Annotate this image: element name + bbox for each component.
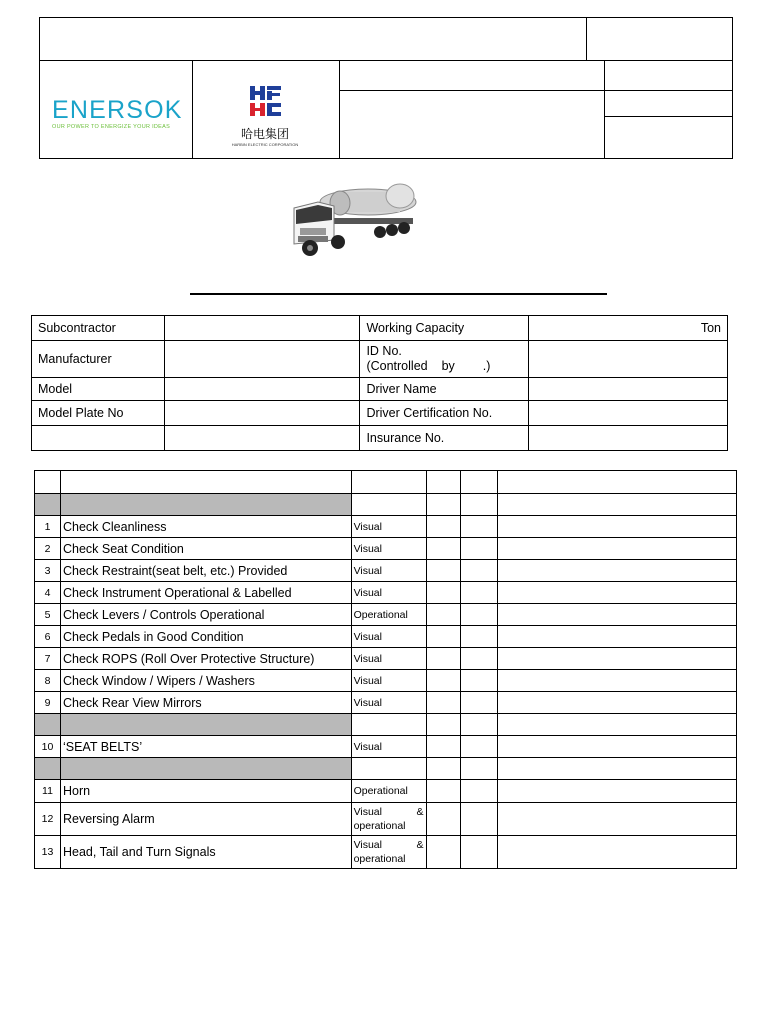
ok-cell[interactable] — [426, 780, 461, 803]
remarks-cell[interactable] — [498, 626, 737, 648]
item-number: 8 — [35, 670, 61, 692]
ok-cell[interactable] — [426, 692, 461, 714]
table-row — [35, 736, 737, 758]
method: Operational — [351, 780, 426, 803]
working-capacity-field[interactable] — [529, 316, 728, 341]
manufacturer-field[interactable] — [164, 341, 360, 378]
driver-name-field[interactable] — [529, 378, 728, 401]
item-number: 11 — [35, 780, 61, 803]
section-header-row — [35, 714, 737, 736]
working-capacity-label: Working Capacity — [360, 316, 529, 341]
item-number: 3 — [35, 560, 61, 582]
info-row — [32, 316, 728, 341]
model-field[interactable] — [164, 378, 360, 401]
ok-cell[interactable] — [426, 516, 461, 538]
harbin-logo-chinese: 哈电集团 — [240, 127, 289, 141]
checklist-header-row — [35, 471, 737, 494]
remarks-cell[interactable] — [498, 780, 737, 803]
ok-cell[interactable] — [426, 560, 461, 582]
info-row — [32, 426, 728, 451]
ok-cell[interactable] — [426, 538, 461, 560]
item-text: ‘SEAT BELTS’ — [60, 736, 351, 758]
table-row — [35, 516, 737, 538]
info-row — [32, 401, 728, 426]
item-text: Check Cleanliness — [60, 516, 351, 538]
nok-cell[interactable] — [461, 538, 498, 560]
capacity-unit: Ton — [700, 320, 721, 335]
item-number: 10 — [35, 736, 61, 758]
remarks-cell[interactable] — [498, 604, 737, 626]
info-row — [32, 341, 728, 378]
method: Visual — [351, 516, 426, 538]
remarks-cell[interactable] — [498, 582, 737, 604]
item-text: Check Restraint(seat belt, etc.) Provided — [60, 560, 351, 582]
item-text: Check Pedals in Good Condition — [60, 626, 351, 648]
enersok-logo — [52, 97, 182, 137]
id-no-label: ID No. — [366, 344, 402, 358]
model-plate-field[interactable] — [164, 401, 360, 426]
ok-cell[interactable] — [426, 736, 461, 758]
he-monogram-icon — [247, 84, 283, 118]
nok-cell[interactable] — [461, 626, 498, 648]
method: Visual — [351, 538, 426, 560]
method: Visual — [351, 626, 426, 648]
blank-label — [32, 426, 165, 451]
harbin-logo-english: HARBIN ELECTRIC CORPORATION — [231, 142, 299, 147]
item-text: Horn — [60, 780, 351, 803]
manufacturer-label: Manufacturer — [32, 341, 165, 378]
method: Visual — [351, 692, 426, 714]
table-row — [35, 626, 737, 648]
insurance-label: Insurance No. — [360, 426, 529, 451]
remarks-cell[interactable] — [498, 736, 737, 758]
id-no-label-cell — [360, 341, 529, 378]
method: Operational — [351, 604, 426, 626]
remarks-cell[interactable] — [498, 670, 737, 692]
ok-cell[interactable] — [426, 604, 461, 626]
insurance-field[interactable] — [529, 426, 728, 451]
section-header-row — [35, 494, 737, 516]
tanker-truck-icon — [288, 172, 423, 262]
ok-cell[interactable] — [426, 670, 461, 692]
nok-cell[interactable] — [461, 692, 498, 714]
table-row — [35, 780, 737, 803]
item-text: Check Instrument Operational & Labelled — [60, 582, 351, 604]
driver-cert-field[interactable] — [529, 401, 728, 426]
method: Visual — [351, 648, 426, 670]
item-text: Reversing Alarm — [60, 803, 351, 836]
driver-cert-label: Driver Certification No. — [360, 401, 529, 426]
remarks-cell[interactable] — [498, 538, 737, 560]
remarks-cell[interactable] — [498, 803, 737, 836]
nok-cell[interactable] — [461, 670, 498, 692]
blank-field[interactable] — [164, 426, 360, 451]
table-row — [35, 648, 737, 670]
method: Visual — [351, 736, 426, 758]
remarks-cell[interactable] — [498, 560, 737, 582]
item-text: Head, Tail and Turn Signals — [60, 836, 351, 869]
table-row — [35, 670, 737, 692]
item-number: 7 — [35, 648, 61, 670]
nok-cell[interactable] — [461, 648, 498, 670]
item-text: Check Rear View Mirrors — [60, 692, 351, 714]
item-number: 1 — [35, 516, 61, 538]
remarks-cell[interactable] — [498, 516, 737, 538]
item-number: 13 — [35, 836, 61, 869]
table-row — [35, 604, 737, 626]
nok-cell[interactable] — [461, 582, 498, 604]
nok-cell[interactable] — [461, 516, 498, 538]
section-header-row — [35, 758, 737, 780]
remarks-cell[interactable] — [498, 836, 737, 869]
nok-cell[interactable] — [461, 780, 498, 803]
table-row — [35, 560, 737, 582]
remarks-cell[interactable] — [498, 692, 737, 714]
method: Visual — [351, 670, 426, 692]
ok-cell[interactable] — [426, 648, 461, 670]
ok-cell[interactable] — [426, 626, 461, 648]
table-row — [35, 582, 737, 604]
item-text: Check Window / Wipers / Washers — [60, 670, 351, 692]
table-row — [35, 803, 737, 836]
enersok-logo-text: ENERSOK — [52, 96, 183, 124]
item-number: 6 — [35, 626, 61, 648]
item-text: Check ROPS (Roll Over Protective Structure) — [60, 648, 351, 670]
nok-cell[interactable] — [461, 836, 498, 869]
ok-cell[interactable] — [426, 803, 461, 836]
item-number: 2 — [35, 538, 61, 560]
harbin-electric-logo — [230, 84, 300, 150]
vehicle-info-table — [31, 315, 728, 451]
item-number: 5 — [35, 604, 61, 626]
nok-cell[interactable] — [461, 604, 498, 626]
inspection-checklist-table — [34, 470, 737, 869]
nok-cell[interactable] — [461, 560, 498, 582]
id-no-controlled-by: (Controlled by .) — [366, 359, 491, 373]
info-row — [32, 378, 728, 401]
id-no-field[interactable] — [529, 341, 728, 378]
ok-cell[interactable] — [426, 836, 461, 869]
nok-cell[interactable] — [461, 736, 498, 758]
title-underline — [190, 293, 607, 295]
method: Visual — [351, 582, 426, 604]
enersok-logo-tagline: OUR POWER TO ENERGIZE YOUR IDEAS — [52, 124, 171, 130]
method: Visual & operational — [351, 836, 426, 869]
subcontractor-field[interactable] — [164, 316, 360, 341]
item-number: 12 — [35, 803, 61, 836]
table-row — [35, 836, 737, 869]
ok-cell[interactable] — [426, 582, 461, 604]
subcontractor-label: Subcontractor — [32, 316, 165, 341]
driver-name-label: Driver Name — [360, 378, 529, 401]
item-text: Check Seat Condition — [60, 538, 351, 560]
model-label: Model — [32, 378, 165, 401]
method: Visual — [351, 560, 426, 582]
item-text: Check Levers / Controls Operational — [60, 604, 351, 626]
table-row — [35, 692, 737, 714]
method: Visual & operational — [351, 803, 426, 836]
item-number: 9 — [35, 692, 61, 714]
remarks-cell[interactable] — [498, 648, 737, 670]
model-plate-label: Model Plate No — [32, 401, 165, 426]
table-row — [35, 538, 737, 560]
item-number: 4 — [35, 582, 61, 604]
nok-cell[interactable] — [461, 803, 498, 836]
